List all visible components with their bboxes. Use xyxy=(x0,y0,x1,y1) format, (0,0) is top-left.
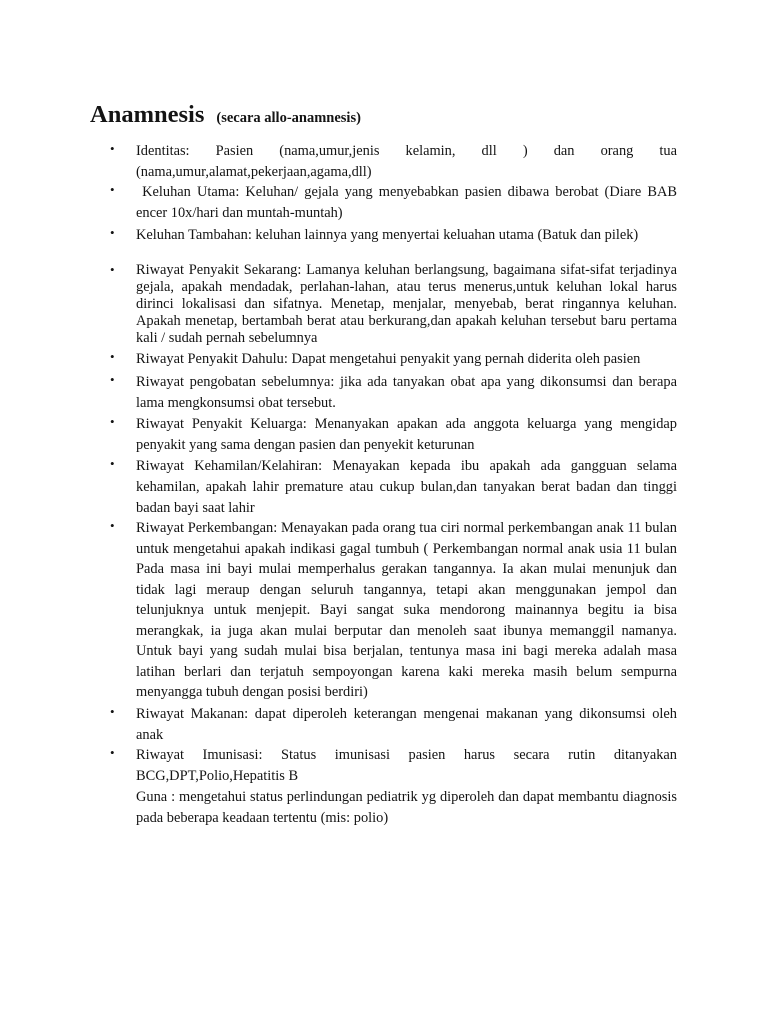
bullet-icon: • xyxy=(110,745,115,760)
list-item-keluhan-tambahan xyxy=(110,225,677,246)
bullet-icon: • xyxy=(110,518,115,533)
list-item-riwayat-kehamilan xyxy=(110,456,677,519)
bullet-icon: • xyxy=(110,414,115,429)
list-item-riwayat-pengobatan xyxy=(110,372,677,414)
bullet-icon: • xyxy=(110,182,115,197)
bullet-icon: • xyxy=(110,262,115,277)
bullet-icon: • xyxy=(110,349,115,364)
bullet-icon: • xyxy=(110,141,115,156)
list-item-keluhan-utama xyxy=(110,182,681,224)
bullet-icon: • xyxy=(110,704,115,719)
bullet-icon: • xyxy=(110,372,115,387)
page-title xyxy=(90,93,361,130)
list-item-riwayat-penyakit-keluarga xyxy=(110,414,677,456)
item-text: Riwayat Kehamilan/Kelahiran: Menayakan kepada ibu apakah ada gangguan selama kehamilan, apakah lahir premature atau cukup bulan,dan tanyakan berat badan dan tinggi badan bayi saat lahir xyxy=(136,458,677,516)
list-item-riwayat-penyakit-dahulu xyxy=(110,349,677,370)
list-item-riwayat-penyakit-sekarang xyxy=(110,262,677,347)
bullet-icon: • xyxy=(110,225,115,240)
item-text: Riwayat Imunisasi: Status imunisasi pasien harus secara rutin ditanyakan BCG,DPT,Polio,Hepatitis B xyxy=(136,747,677,784)
item-text: Keluhan Tambahan: keluhan lainnya yang menyertai keluahan utama (Batuk dan pilek) xyxy=(136,227,639,243)
list-item-riwayat-imunisasi xyxy=(110,745,677,829)
item-text: Riwayat pengobatan sebelumnya: jika ada tanyakan obat apa yang dikonsumsi dan berapa lama mengkonsumsi obat tersebut. xyxy=(136,374,677,411)
bullet-icon: • xyxy=(110,456,115,471)
list-item-identitas xyxy=(110,141,677,183)
item-text: Keluhan Utama: Keluhan/ gejala yang menyebabkan pasien dibawa berobat (Diare BAB encer 10x/hari dan muntah-muntah) xyxy=(136,184,681,221)
item-text: Riwayat Makanan: dapat diperoleh keterangan mengenai makanan yang dikonsumsi oleh anak xyxy=(136,706,677,743)
list-item-riwayat-makanan xyxy=(110,704,677,746)
item-text: Riwayat Penyakit Dahulu: Dapat mengetahui penyakit yang pernah diderita oleh pasien xyxy=(136,351,641,367)
item-text: Riwayat Perkembangan: Menayakan pada orang tua ciri normal perkembangan anak 11 bulan untuk mengetahui apakah indikasi gagal tumbuh ( Perkembangan normal anak usia 11 bulan Pada masa ini bayi mulai memperhalus gerakan tangannya. Ia akan mulai menunjuk dan tidak lagi meraup dengan seluruh tangannya, tetapi akan menggunakan jempol dan telunjuknya untuk menjepit. Bayi sangat suka mendorong mainannya begitu ia bisa merangkak, ia juga akan mulai berputar dan menoleh saat ibunya memanggil namanya. Untuk bayi yang sudah mulai bisa berjalan, tentunya masa ini bagi mereka adalah masa latihan berlari dan terjatuh sempoyongan karena kaki mereka masih belum sempurna menyangga tubuh dengan posisi berdiri) xyxy=(136,520,677,700)
item-text: Identitas: Pasien (nama,umur,jenis kelamin, dll ) dan orang tua (nama,umur,alamat,pekerjaan,agama,dll) xyxy=(136,143,677,180)
list-item-riwayat-perkembangan xyxy=(110,518,677,703)
title-subtitle: (secara allo-anamnesis) xyxy=(216,110,361,126)
item-text: Riwayat Penyakit Keluarga: Menanyakan apakan ada anggota keluarga yang mengidap penyakit yang sama dengan pasien dan penyekit keturunan xyxy=(136,416,677,453)
item-text: Riwayat Penyakit Sekarang: Lamanya keluhan berlangsung, bagaimana sifat-sifat terjadinya gejala, apakah mendadak, perlahan-lahan, atau terus menerus,untuk keluhan lokal harus dirinci lokalisasi dan sifatnya. Menetap, menjalar, menyebab, berat ringannya keluhan. Apakah menetap, bertambah berat atau berkurang,dan apakah keluhan tersebut baru pertama kali / sudah pernah sebelumnya xyxy=(136,262,677,346)
title-main: Anamnesis xyxy=(90,101,205,128)
item-note: Guna : mengetahui status perlindungan pediatrik yg diperoleh dan dapat membantu diagnosis pada beberapa keadaan tertentu (mis: polio) xyxy=(136,789,677,826)
